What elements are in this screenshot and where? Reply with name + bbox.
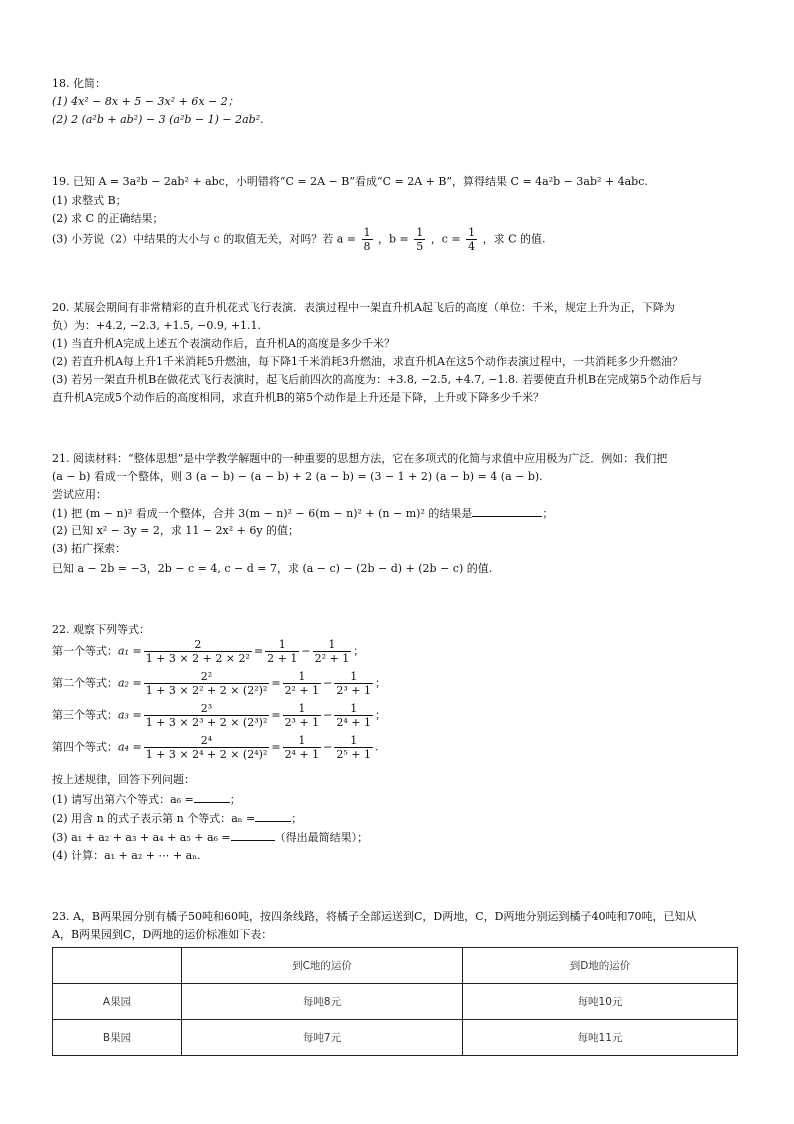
table-cell: A果园 — [53, 984, 182, 1020]
equation-main-fraction: $\frac{\text{2³}}{\text{1 + 3 × 2³ + 2 × (2³)²}}$ — [145, 702, 268, 729]
q21-line7: 已知 a − 2b = −3，2b − c = 4, c − d = 7，求 (a − c) − (2b − d) + (2b − c) 的值. — [52, 562, 493, 575]
q22-equation-1 — [52, 638, 364, 665]
q19-part3-text: (3) 小芳说（2）中结果的大小与 c 的取值无关，对吗？若 a = — [52, 232, 356, 246]
q21-line1: 21. 阅读材料：“整体思想”是中学教学解题中的一种重要的思想方法，它在多项式的化简与求值中应用极为广泛．例如：我们把 — [52, 452, 668, 465]
equation-label: 第三个等式： — [52, 708, 118, 722]
q22-part2-text: (2) 用含 n 的式子表示第 n 个等式：aₙ = — [52, 812, 256, 825]
equals-sign: = — [271, 708, 281, 722]
q22-part1 — [52, 791, 241, 808]
q22-equation-2 — [52, 670, 386, 697]
table-header-cell — [53, 948, 182, 984]
freight-rate-table — [52, 947, 738, 1056]
equation-end: . — [375, 740, 379, 754]
fraction-c: $\frac{1}{4}$ — [468, 226, 476, 253]
q19-part3 — [52, 226, 546, 253]
minus-sign: − — [301, 644, 311, 658]
equation-lhs: a₁ = — [118, 644, 142, 658]
q22-part1-end: ； — [229, 793, 241, 806]
answer-blank — [194, 791, 230, 803]
q22-part3-end: （得出最简结果）； — [274, 831, 369, 844]
q19-part3-c: ，c = — [430, 232, 461, 246]
q22-part3-text: (3) a₁ + a₂ + a₃ + a₄ + a₅ + a₆ = — [52, 831, 231, 844]
minus-sign: − — [323, 740, 333, 754]
answer-blank — [231, 829, 275, 841]
table-cell: 每吨8元 — [182, 984, 463, 1020]
table-cell: 每吨7元 — [182, 1020, 463, 1056]
q21-line3: 尝试应用： — [52, 488, 107, 501]
q22-part2 — [52, 810, 302, 827]
equation-label: 第四个等式： — [52, 740, 118, 754]
q23-line2: A，B两果园到C，D两地的运价标准如下表： — [52, 928, 273, 941]
q19-part3-b: ，b = — [378, 232, 409, 246]
equation-end: ； — [353, 644, 365, 658]
table-cell: 每吨11元 — [463, 1020, 738, 1056]
q22-part3 — [52, 829, 368, 846]
equation-lhs: a₃ = — [118, 708, 142, 722]
fraction-a: $\frac{1}{8}$ — [363, 226, 371, 253]
q21-line6: (3) 拓广探索： — [52, 542, 127, 555]
answer-blank — [472, 505, 542, 517]
q21-line4 — [52, 505, 553, 522]
q22-title: 22. 观察下列等式： — [52, 623, 150, 636]
equation-end: ； — [375, 676, 387, 690]
q21-line2: (a − b) 看成一个整体，则 3 (a − b) − (a − b) + 2 (a − b) = (3 − 1 + 2) (a − b) = 4 (a − b). — [52, 470, 543, 483]
q18-part1: (1) 4x² − 8x + 5 − 3x² + 6x − 2； — [52, 95, 239, 108]
q22-equation-3 — [52, 702, 386, 729]
equation-main-fraction: $\frac{\text{2⁴}}{\text{1 + 3 × 2⁴ + 2 × (2⁴)²}}$ — [145, 734, 268, 761]
q21-line4-end: ； — [542, 507, 554, 520]
equation-term1-fraction: $\frac{1}{\text{2³ + 1}}$ — [284, 702, 320, 729]
q20-line1: 20. 某展会期间有非常精彩的直升机花式飞行表演．表演过程中一架直升机A起飞后的高度（单位：千米，规定上升为正，下降为 — [52, 301, 675, 314]
q20-line2: 负）为：+4.2, −2.3, +1.5, −0.9, +1.1. — [52, 319, 262, 332]
q22-part4: (4) 计算：a₁ + a₂ + ⋯ + aₙ. — [52, 849, 201, 862]
q22-equation-4 — [52, 734, 379, 761]
q20-line5: (3) 若另一架直升机B在做花式飞行表演时，起飞后前四次的高度为：+3.8, −2.5, +4.7, −1.8. 若要使直升机B在完成第5个动作后与 — [52, 373, 703, 386]
q22-part1-text: (1) 请写出第六个等式：a₆ = — [52, 793, 194, 806]
equation-term2-fraction: $\frac{1}{\text{2² + 1}}$ — [314, 638, 350, 665]
equals-sign: = — [271, 676, 281, 690]
fraction-b: $\frac{1}{5}$ — [416, 226, 424, 253]
equation-lhs: a₂ = — [118, 676, 142, 690]
equation-label: 第一个等式： — [52, 644, 118, 658]
equation-term1-fraction: $\frac{1}{\text{2² + 1}}$ — [284, 670, 320, 697]
q19-stem: 19. 已知 A = 3a²b − 2ab² + abc，小明错将“C = 2A − B”看成“C = 2A + B”，算得结果 C = 4a²b − 3ab² + 4abc. — [52, 175, 648, 188]
q18-part2: (2) 2 (a²b + ab²) − 3 (a²b − 1) − 2ab². — [52, 113, 264, 126]
q22-rule: 按上述规律，回答下列问题： — [52, 773, 195, 786]
q22-part2-end: ； — [291, 812, 303, 825]
minus-sign: − — [323, 676, 333, 690]
equation-label: 第二个等式： — [52, 676, 118, 690]
table-row — [53, 984, 738, 1020]
table-cell: 每吨10元 — [463, 984, 738, 1020]
q19-part2: (2) 求 C 的正确结果； — [52, 212, 164, 225]
equation-term1-fraction: $\frac{1}{2 + 1}$ — [267, 638, 298, 665]
table-cell: B果园 — [53, 1020, 182, 1056]
equation-term2-fraction: $\frac{1}{\text{2⁴ + 1}}$ — [336, 702, 372, 729]
q19-part1: (1) 求整式 B； — [52, 194, 127, 207]
equation-main-fraction: $\frac{\text{2²}}{\text{1 + 3 × 2² + 2 × (2²)²}}$ — [145, 670, 268, 697]
answer-blank — [255, 810, 291, 822]
q20-line4: (2) 若直升机A每上升1千米消耗5升燃油，每下降1千米消耗3升燃油，求直升机A在这5个动作表演过程中，一共消耗多少升燃油？ — [52, 355, 683, 368]
q19-part3-end: ，求 C 的值. — [482, 232, 546, 246]
q23-line1: 23. A，B两果园分别有橘子50吨和60吨，按四条线路，将橘子全部运送到C，D两地，C，D两地分别运到橘子40吨和70吨，已知从 — [52, 910, 697, 923]
equation-term2-fraction: $\frac{1}{\text{2⁵ + 1}}$ — [336, 734, 372, 761]
q20-line6: 直升机A完成5个动作后的高度相同，求直升机B的第5个动作是上升还是下降，上升或下降多少千米？ — [52, 391, 545, 404]
equals-sign: = — [253, 644, 264, 658]
equation-term1-fraction: $\frac{1}{\text{2⁴ + 1}}$ — [284, 734, 320, 761]
equation-end: ； — [375, 708, 387, 722]
equation-main-fraction: $\frac{2}{\text{1 + 3 × 2 + 2 × 2²}}$ — [145, 638, 250, 665]
equals-sign: = — [271, 740, 281, 754]
q21-line4-text: (1) 把 (m − n)² 看成一个整体，合并 3(m − n)² − 6(m − n)² + (n − m)² 的结果是 — [52, 507, 473, 520]
table-header-row — [53, 948, 738, 984]
table-header-cell: 到D地的运价 — [463, 948, 738, 984]
equation-term2-fraction: $\frac{1}{\text{2³ + 1}}$ — [336, 670, 372, 697]
equation-lhs: a₄ = — [118, 740, 142, 754]
q20-line3: (1) 当直升机A完成上述五个表演动作后，直升机A的高度是多少千米？ — [52, 337, 395, 350]
table-header-cell: 到C地的运价 — [182, 948, 463, 984]
q21-line5: (2) 已知 x² − 3y = 2，求 11 − 2x² + 6y 的值； — [52, 524, 300, 537]
q18-title: 18. 化简： — [52, 77, 106, 90]
minus-sign: − — [323, 708, 333, 722]
table-row — [53, 1020, 738, 1056]
